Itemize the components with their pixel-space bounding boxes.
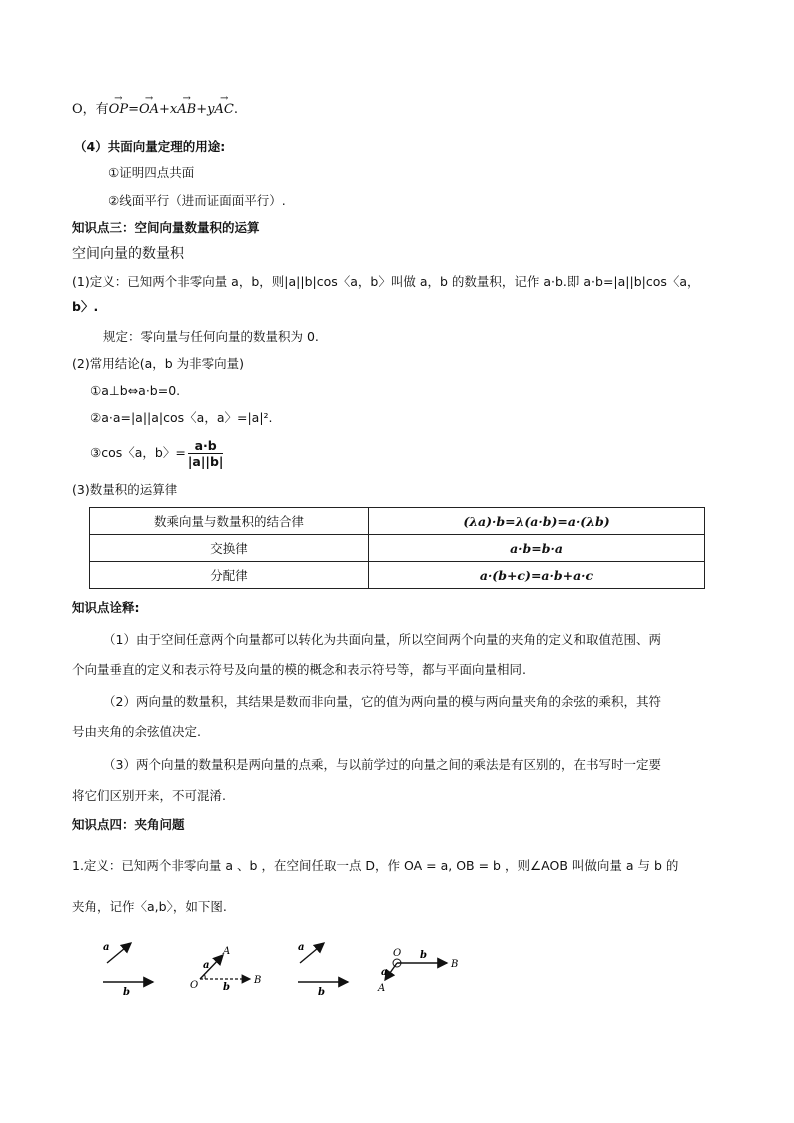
formula-prefix: O，有 [72,102,109,117]
vector-a-arrow [107,943,131,963]
explain-1-line-1: （1）由于空间任意两个向量都可以转化为共面向量，所以空间两个向量的夹角的定义和取值范围、两 [103,632,661,647]
vector-angle-figure [95,935,475,1005]
law-formula: (λa)·b=λ(a·b)=a·(λb) [369,508,705,535]
definition-line-1: (1)定义：已知两个非零向量 a，b，则|a||b|cos〈a，b〉叫做 a，b 的数量积，记作 a·b.即 a·b=|a||b|cos〈a， [72,274,700,289]
law-formula: a·(b+c)=a·b+a·c [369,562,705,589]
section-4-title: （4）共面向量定理的用途: [74,139,226,154]
common-result-2: ②a·a=|a||a|cos〈a，a〉=|a|². [90,410,273,425]
kp3-title: 知识点三：空间向量数量积的运算 [72,220,260,235]
cos-formula-left: ③cos〈a，b〉= [90,445,186,460]
kp4-title: 知识点四：夹角问题 [72,817,185,832]
vector-op: → OP [109,100,128,120]
definition-line-2: b〉. [72,299,99,314]
label-B-2: B [451,959,459,970]
top-formula [72,100,238,120]
angle-arc [204,974,205,979]
label-b-3: b [318,987,325,998]
common-results-title: (2)常用结论(a，b 为非零向量) [72,356,245,371]
label-a-4: a [381,967,388,978]
angle-definition-line-2: 夹角，记作〈a,b〉，如下图. [72,899,227,914]
vector-ab: → AB [177,100,196,120]
table-row [90,535,705,562]
label-A-2: A [378,983,386,994]
common-result-1: ①a⊥b⇔a·b=0. [90,383,181,398]
label-O-2: O [393,948,402,959]
fraction-numerator: a·b [188,438,224,454]
section-4-item-2: ②线面平行（进而证面面平行）. [108,193,286,208]
formula-plus-y: +y [196,102,215,117]
law-name: 交换律 [90,535,369,562]
laws-title: (3)数量积的运算律 [72,482,178,497]
label-a-2: a [203,960,210,971]
label-b-4: b [420,950,427,961]
label-A: A [223,946,231,957]
angle-definition-line-1: 1.定义：已知两个非零向量 a 、b ，在空间任取一点 D，作 OA = a, OB = b ，则∠AOB 叫做向量 a 与 b 的 [72,858,679,873]
label-b: b [123,987,130,998]
law-name: 分配律 [90,562,369,589]
section-4-item-1: ①证明四点共面 [108,165,195,180]
laws-table [89,507,705,589]
explain-2-line-2: 号由夹角的余弦值决定. [72,724,201,739]
explain-3-line-2: 将它们区别开来，不可混淆. [72,788,226,803]
formula-end: . [233,102,238,117]
rule-text: 规定：零向量与任何向量的数量积为 0. [103,329,319,344]
formula-eq: = [128,102,139,117]
label-a: a [103,942,110,953]
explain-2-line-1: （2）两向量的数量积，其结果是数而非向量，它的值为两向量的模与两向量夹角的余弦的乘积，其符 [103,694,661,709]
kp3-subtitle: 空间向量的数量积 [72,246,184,262]
cos-fraction [188,438,224,469]
vector-ac: → AC [214,100,233,120]
law-formula: a·b=b·a [369,535,705,562]
formula-plus-x: +x [159,102,178,117]
explain-title: 知识点诠释: [72,600,140,615]
label-a-3: a [298,942,305,953]
vector-oa: → OA [139,100,159,120]
label-O: O [190,980,199,991]
explain-3-line-1: （3）两个向量的数量积是两向量的点乘，与以前学过的向量之间的乘法是有区别的，在书写时一定要 [103,757,661,772]
table-row [90,508,705,535]
label-b-2: b [223,982,230,993]
explain-1-line-2: 个向量垂直的定义和表示符号及向量的模的概念和表示符号等，都与平面向量相同. [72,662,526,677]
label-B: B [254,975,262,986]
table-row [90,562,705,589]
common-result-3 [90,438,225,469]
law-name: 数乘向量与数量积的结合律 [90,508,369,535]
fraction-denominator: |a||b| [187,454,224,469]
